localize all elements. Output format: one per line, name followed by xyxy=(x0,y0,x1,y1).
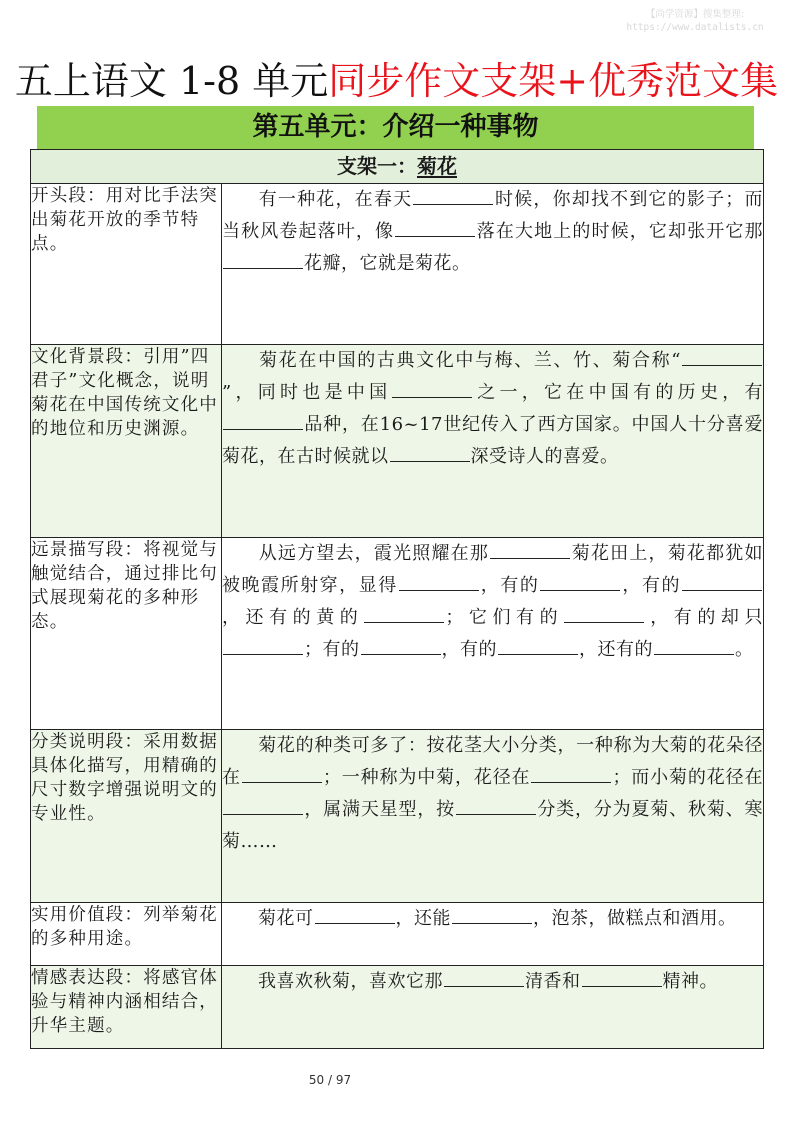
fill-blank[interactable] xyxy=(361,653,441,655)
fill-blank[interactable] xyxy=(654,653,734,655)
table-row xyxy=(31,184,764,345)
page-number: 50 / 97 xyxy=(308,1073,352,1087)
title-black-part: 五上语文 1-8 单元 xyxy=(14,59,329,103)
text-segment: ，还能 xyxy=(395,908,451,929)
fill-blank[interactable] xyxy=(223,428,303,430)
fill-blank[interactable] xyxy=(223,653,303,655)
fill-blank[interactable] xyxy=(498,653,578,655)
fill-blank[interactable] xyxy=(315,922,395,924)
text-segment: 深受诗人的喜爱。 xyxy=(470,446,619,467)
row-content xyxy=(222,184,764,345)
fill-blank[interactable] xyxy=(452,922,532,924)
fill-blank[interactable] xyxy=(392,396,472,398)
framework-header xyxy=(31,150,764,184)
row-content xyxy=(222,903,764,966)
row-label: 文化背景段：引用”四君子”文化概念，说明菊花在中国传统文化中的地位和历史渊源。 xyxy=(31,345,222,538)
text-segment: ，还有的 xyxy=(579,639,653,660)
text-segment: 菊花可 xyxy=(258,908,314,929)
table-row xyxy=(31,538,764,730)
text-segment: 菊花田上，菊花都犹如被晚霞所射穿，显得 xyxy=(222,543,764,596)
fill-blank[interactable] xyxy=(682,364,762,366)
text-segment: 菊花在中国的古典文化中与梅、兰、竹、菊合称“ xyxy=(258,350,681,371)
fill-blank[interactable] xyxy=(582,985,662,987)
framework-header-row xyxy=(31,150,764,184)
text-segment: ，有的却只 xyxy=(645,607,763,628)
text-segment: ，属满天星型，按 xyxy=(304,799,455,820)
text-segment: 菊花的种类可多了：按花茎大小分类，一种称为大菊的花朵径在 xyxy=(222,735,763,788)
row-label: 开头段：用对比手法突出菊花开放的季节特点。 xyxy=(31,184,222,345)
text-segment: ，有的 xyxy=(441,639,497,660)
table-row xyxy=(31,345,764,538)
text-segment: 之一，它在中国有的历史，有 xyxy=(473,382,764,403)
row-content xyxy=(222,345,764,538)
table-row xyxy=(31,903,764,966)
fill-blank[interactable] xyxy=(390,460,470,462)
fill-blank[interactable] xyxy=(531,781,611,783)
fill-blank[interactable] xyxy=(395,235,475,237)
text-segment: 。 xyxy=(735,639,754,660)
text-segment: 从远方望去，霞光照耀在那 xyxy=(258,543,490,564)
fill-blank[interactable] xyxy=(456,813,536,815)
title-red-part: 同步作文支架+优秀范文集 xyxy=(328,59,779,103)
fill-blank[interactable] xyxy=(364,621,444,623)
text-segment: ，有的 xyxy=(621,575,682,596)
unit-heading: 第五单元：介绍一种事物 xyxy=(37,106,754,149)
page-title xyxy=(0,56,793,106)
fill-blank[interactable] xyxy=(444,985,524,987)
fill-blank[interactable] xyxy=(223,813,303,815)
row-label: 实用价值段：列举菊花的多种用途。 xyxy=(31,903,222,966)
framework-prefix: 支架一： xyxy=(337,154,417,178)
row-content xyxy=(222,538,764,730)
text-segment: 时候，你却找不到它的影子；而当秋风卷起落叶，像 xyxy=(222,189,764,242)
fill-blank[interactable] xyxy=(413,203,493,205)
text-segment: 分类，分为夏菊、秋菊、寒菊…… xyxy=(222,799,763,852)
table-row xyxy=(31,966,764,1049)
fill-blank[interactable] xyxy=(242,781,322,783)
fill-blank[interactable] xyxy=(540,589,620,591)
text-segment: 落在大地上的时候，它却张开它那 xyxy=(476,221,763,242)
row-label: 远景描写段：将视觉与触觉结合，通过排比句式展现菊花的多种形态。 xyxy=(31,538,222,730)
text-segment: ；一种称为中菊，花径在 xyxy=(322,767,531,788)
text-segment: 花瓣，它就是菊花。 xyxy=(304,253,471,274)
text-segment: 精神。 xyxy=(662,971,718,992)
row-label: 分类说明段：采用数据具体化描写，用精确的尺寸数字增强说明文的专业性。 xyxy=(31,730,222,903)
text-segment: ，还有的黄的 xyxy=(222,607,364,628)
text-segment: ；有的 xyxy=(304,639,360,660)
text-segment: 我喜欢秋菊，喜欢它那 xyxy=(258,971,443,992)
text-segment: ；而小菊的花径在 xyxy=(612,767,764,788)
watermark xyxy=(600,8,790,34)
fill-blank[interactable] xyxy=(399,589,479,591)
fill-blank[interactable] xyxy=(564,621,644,623)
text-segment: ，泡茶，做糕点和酒用。 xyxy=(533,908,737,929)
text-segment: ；它们有的 xyxy=(445,607,564,628)
fill-blank[interactable] xyxy=(223,267,303,269)
framework-table xyxy=(30,149,764,1049)
row-content xyxy=(222,966,764,1049)
row-content xyxy=(222,730,764,903)
text-segment: 清香和 xyxy=(525,971,581,992)
watermark-url: https://www.datalists.cn xyxy=(626,22,764,33)
text-segment: ”，同时也是中国 xyxy=(222,382,392,403)
text-segment: 有一种花，在春天 xyxy=(258,189,413,210)
fill-blank[interactable] xyxy=(490,557,570,559)
text-segment: 品种，在16~17世纪传入了西方国家。中国人十分喜爱菊花，在古时候就以 xyxy=(222,414,763,467)
row-label: 情感表达段：将感官体验与精神内涵相结合，升华主题。 xyxy=(31,966,222,1049)
fill-blank[interactable] xyxy=(682,589,762,591)
text-segment: ，有的 xyxy=(479,575,540,596)
table-row xyxy=(31,730,764,903)
watermark-source: 【尚学资源】搜集整理: xyxy=(645,9,745,20)
framework-topic: 菊花 xyxy=(417,154,457,178)
